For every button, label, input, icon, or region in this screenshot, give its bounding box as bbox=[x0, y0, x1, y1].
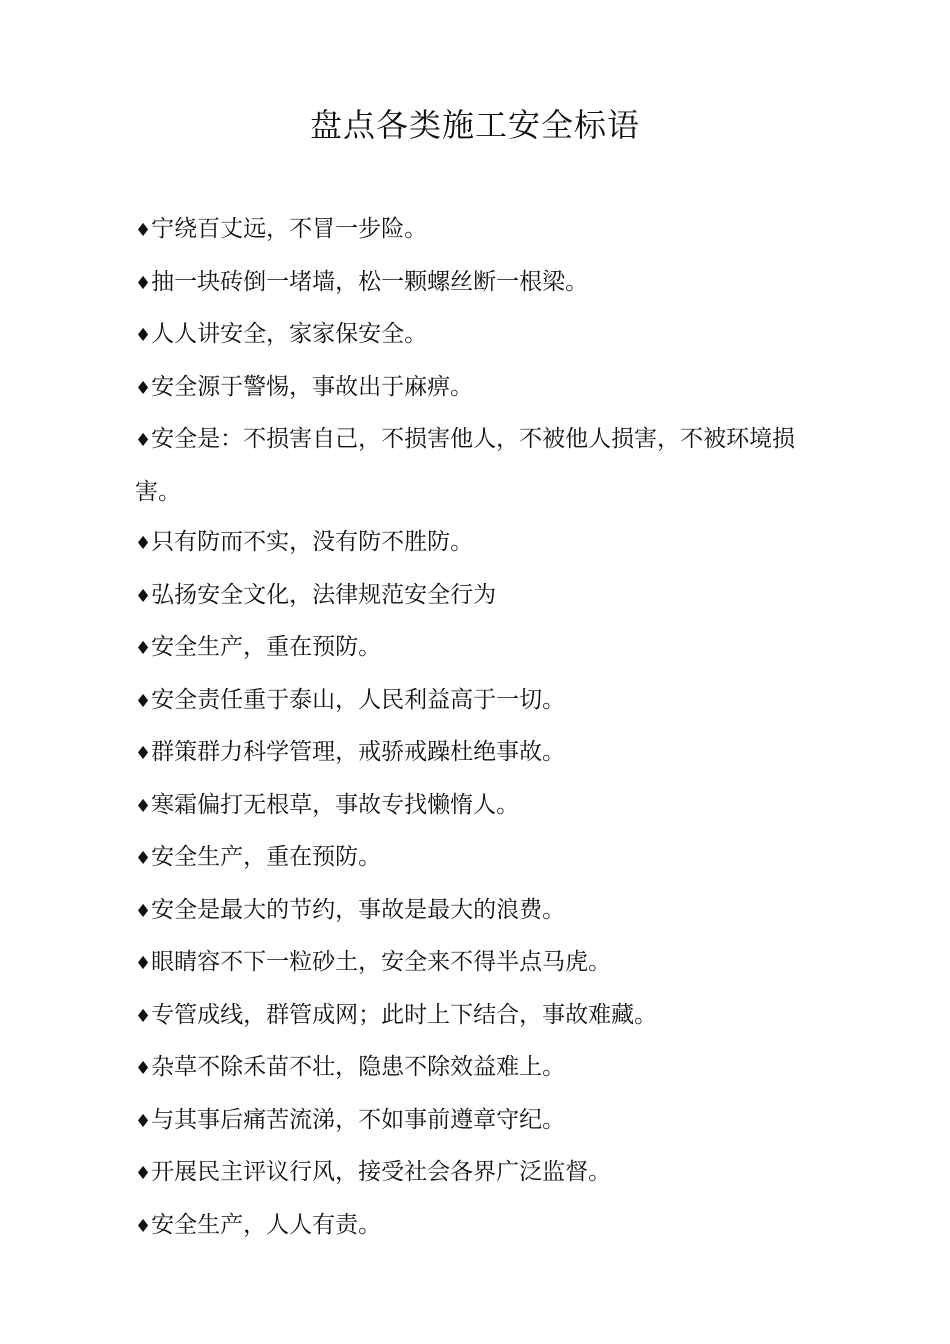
slogan-item bbox=[135, 832, 825, 885]
diamond-bullet-icon: ♦ bbox=[135, 220, 152, 241]
diamond-bullet-icon: ♦ bbox=[135, 325, 152, 346]
slogan-text: 弘扬安全文化，法律规范安全行为 bbox=[151, 581, 497, 608]
slogan-text: 人人讲安全，家家保安全。 bbox=[151, 321, 428, 347]
slogan-text: 抽一块砖倒一堵墙，松一颗螺丝断一根梁。 bbox=[151, 268, 589, 295]
diamond-bullet-icon: ♦ bbox=[135, 430, 152, 451]
diamond-bullet-icon: ♦ bbox=[135, 1058, 152, 1079]
slogan-item bbox=[135, 362, 825, 415]
diamond-bullet-icon: ♦ bbox=[135, 953, 152, 974]
diamond-bullet-icon: ♦ bbox=[135, 1110, 152, 1132]
diamond-bullet-icon: ♦ bbox=[135, 533, 152, 554]
diamond-bullet-icon: ♦ bbox=[135, 1005, 152, 1027]
slogan-item bbox=[135, 885, 825, 938]
diamond-bullet-icon: ♦ bbox=[135, 795, 152, 817]
slogan-text: 杂草不除禾苗不壮，隐患不除效益难上。 bbox=[151, 1054, 566, 1080]
slogan-text: 安全是：不损害自己，不损害他人，不被他人损害，不被环境损害。 bbox=[135, 426, 796, 505]
slogan-text: 安全源于警惕，事故出于麻痹。 bbox=[151, 373, 474, 400]
slogan-item bbox=[135, 780, 825, 833]
diamond-bullet-icon: ♦ bbox=[135, 743, 152, 764]
slogan-item bbox=[135, 257, 825, 310]
slogan-text: 宁绕百丈远，不冒一步险。 bbox=[151, 216, 428, 242]
diamond-bullet-icon: ♦ bbox=[135, 848, 152, 869]
slogan-item bbox=[135, 727, 825, 780]
slogan-text: 安全责任重于泰山，人民利益高于一切。 bbox=[151, 686, 566, 713]
slogan-item bbox=[135, 1200, 825, 1253]
slogan-item bbox=[135, 570, 825, 623]
slogan-list bbox=[135, 204, 825, 1252]
slogan-item bbox=[135, 990, 825, 1043]
slogan-text: 与其事后痛苦流涕，不如事前遵章守纪。 bbox=[151, 1106, 566, 1133]
diamond-bullet-icon: ♦ bbox=[135, 377, 152, 399]
slogan-item bbox=[135, 1095, 825, 1148]
diamond-bullet-icon: ♦ bbox=[135, 272, 152, 294]
slogan-text: 寒霜偏打无根草，事故专找懒惰人。 bbox=[151, 791, 520, 818]
diamond-bullet-icon: ♦ bbox=[135, 638, 152, 659]
slogan-item bbox=[135, 414, 825, 517]
slogan-text: 只有防而不实，没有防不胜防。 bbox=[151, 529, 474, 555]
slogan-text: 开展民主评议行风，接受社会各界广泛监督。 bbox=[151, 1159, 612, 1185]
diamond-bullet-icon: ♦ bbox=[135, 1163, 152, 1184]
diamond-bullet-icon: ♦ bbox=[135, 900, 152, 922]
slogan-text: 安全生产，重在预防。 bbox=[151, 634, 382, 660]
slogan-text: 安全生产，人人有责。 bbox=[151, 1211, 382, 1238]
slogan-item bbox=[135, 517, 825, 570]
document-title: 盘点各类施工安全标语 bbox=[309, 106, 640, 144]
slogan-item bbox=[135, 622, 825, 675]
slogan-item bbox=[135, 204, 825, 257]
slogan-text: 群策群力科学管理，戒骄戒躁杜绝事故。 bbox=[151, 739, 566, 765]
slogan-item bbox=[135, 675, 825, 728]
diamond-bullet-icon: ♦ bbox=[135, 585, 152, 607]
slogan-item bbox=[135, 937, 825, 990]
slogan-text: 安全是最大的节约，事故是最大的浪费。 bbox=[151, 896, 566, 923]
diamond-bullet-icon: ♦ bbox=[135, 1215, 152, 1237]
slogan-text: 眼睛容不下一粒砂土，安全来不得半点马虎。 bbox=[151, 949, 612, 975]
slogan-item bbox=[135, 309, 825, 362]
slogan-item bbox=[135, 1147, 825, 1200]
slogan-text: 专管成线，群管成网；此时上下结合，事故难藏。 bbox=[151, 1001, 658, 1028]
slogan-item bbox=[135, 1042, 825, 1095]
diamond-bullet-icon: ♦ bbox=[135, 690, 152, 712]
slogan-text: 安全生产，重在预防。 bbox=[151, 844, 382, 870]
